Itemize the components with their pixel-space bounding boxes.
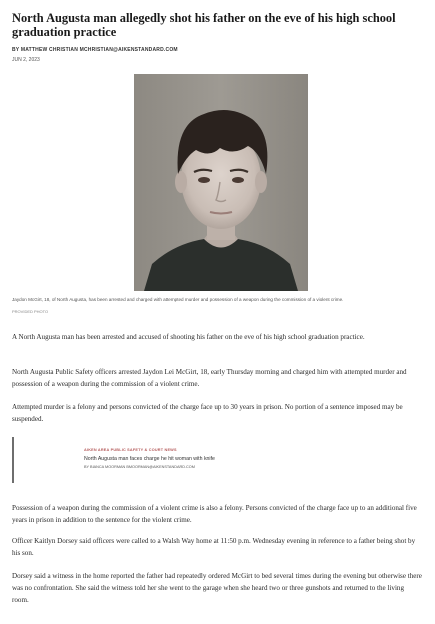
article-paragraph-2: North Augusta Public Safety officers arrested Jaydon Lei McGirt, 18, early Thursday morning and charged him with attempted murder and possession of a weapon during the commission of a violent crime.: [12, 368, 407, 389]
article-paragraph-6: Dorsey said a witness in the home reported the father had repeatedly ordered McGirt to bed several times during the evening but otherwise there was no confrontation. She said the witness told her she went to the garage when she heard two or three gunshots and returned to the living room.: [12, 572, 422, 605]
related-byline: BY BIANCA MOORMAN BMOORMAN@AIKENSTANDARD.COM: [84, 464, 195, 469]
mugshot-photo: [134, 74, 308, 291]
article-paragraph-1: A North Augusta man has been arrested and accused of shooting his father on the eve of his high school graduation practice.: [12, 333, 365, 341]
article-headline: North Augusta man allegedly shot his father on the eve of his high school graduation practice: [12, 11, 396, 39]
mugshot-image: [134, 74, 308, 291]
related-article-card[interactable]: [12, 437, 272, 483]
related-category[interactable]: AIKEN AREA PUBLIC SAFETY & COURT NEWS: [84, 448, 177, 452]
photo-credit: PROVIDED PHOTO: [12, 309, 49, 314]
article-byline[interactable]: BY MATTHEW CHRISTIAN MCHRISTIAN@AIKENSTANDARD.COM: [12, 47, 178, 53]
article-paragraph-3: Attempted murder is a felony and persons convicted of the charge face up to 30 years in prison. No portion of a sentence imposed may be suspended.: [12, 403, 403, 424]
article-paragraph-4: Possession of a weapon during the commission of a violent crime is also a felony. Persons convicted of the charge face up to an additional five years in prison in addition to the sentence for the violent crime.: [12, 504, 417, 525]
photo-caption: Jaydon McGirt, 18, of North Augusta, has been arrested and charged with attempted murder and possession of a weapon during the commission of a violent crime.: [12, 297, 344, 302]
related-title-link[interactable]: North Augusta man faces charge he hit woman with knife: [84, 456, 215, 462]
related-accent-bar: [12, 437, 14, 483]
article-paragraph-5: Officer Kaitlyn Dorsey said officers were called to a Walsh Way home at 11:50 p.m. Wednesday evening in reference to a father being shot by his son.: [12, 537, 416, 558]
article-date: JUN 2, 2023: [12, 57, 40, 63]
